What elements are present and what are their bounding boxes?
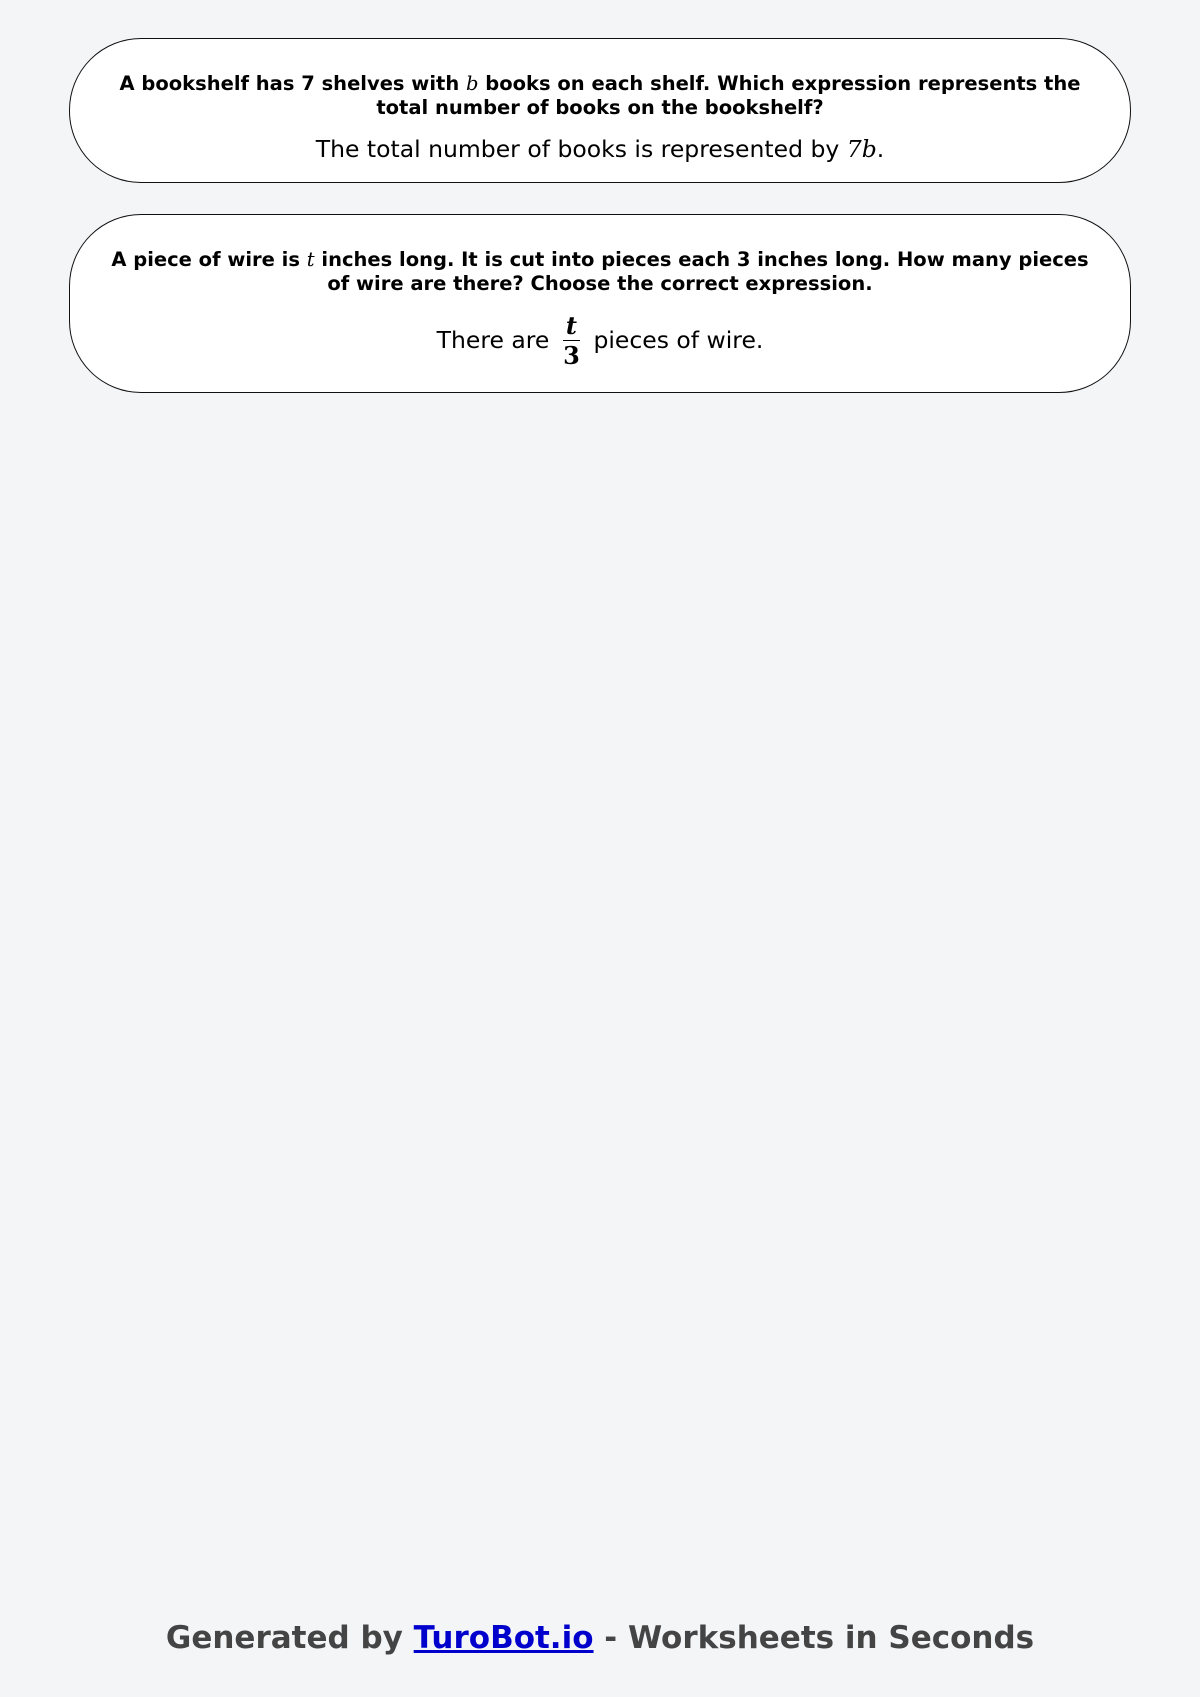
footer-suffix: - Worksheets in Seconds bbox=[593, 1620, 1035, 1656]
fraction bbox=[563, 312, 580, 371]
answer-text-segment: pieces of wire. bbox=[585, 326, 764, 354]
question-text-2 bbox=[104, 248, 1096, 296]
answer-text-segment: . bbox=[876, 135, 885, 163]
turobot-link[interactable]: TuroBot.io bbox=[413, 1620, 594, 1656]
question-text-segment: A piece of wire is bbox=[111, 248, 307, 271]
question-text-segment: books on each shelf. Which expression represents the total number of books on the bookshelf? bbox=[376, 72, 1081, 119]
fraction-denominator: 3 bbox=[563, 341, 580, 370]
footer-prefix: Generated by bbox=[165, 1620, 414, 1656]
question-text-segment: inches long. It is cut into pieces each 3 inches long. How many pieces of wire are there? Choose the correct expression. bbox=[314, 248, 1089, 295]
answer-text-1 bbox=[104, 134, 1096, 164]
footer-credit bbox=[0, 1620, 1200, 1656]
question-card-2 bbox=[69, 214, 1131, 393]
math-variable: b bbox=[466, 72, 479, 95]
question-text-segment: A bookshelf has 7 shelves with bbox=[119, 72, 467, 95]
question-card-1 bbox=[69, 38, 1131, 183]
fraction-numerator: t bbox=[563, 312, 580, 341]
question-text-1 bbox=[104, 72, 1096, 120]
answer-text-segment: There are bbox=[436, 326, 557, 354]
math-expression: 7b bbox=[846, 135, 877, 163]
math-variable: t bbox=[306, 248, 315, 271]
answer-text-2 bbox=[104, 312, 1096, 371]
answer-text-segment: The total number of books is represented by bbox=[315, 135, 847, 163]
